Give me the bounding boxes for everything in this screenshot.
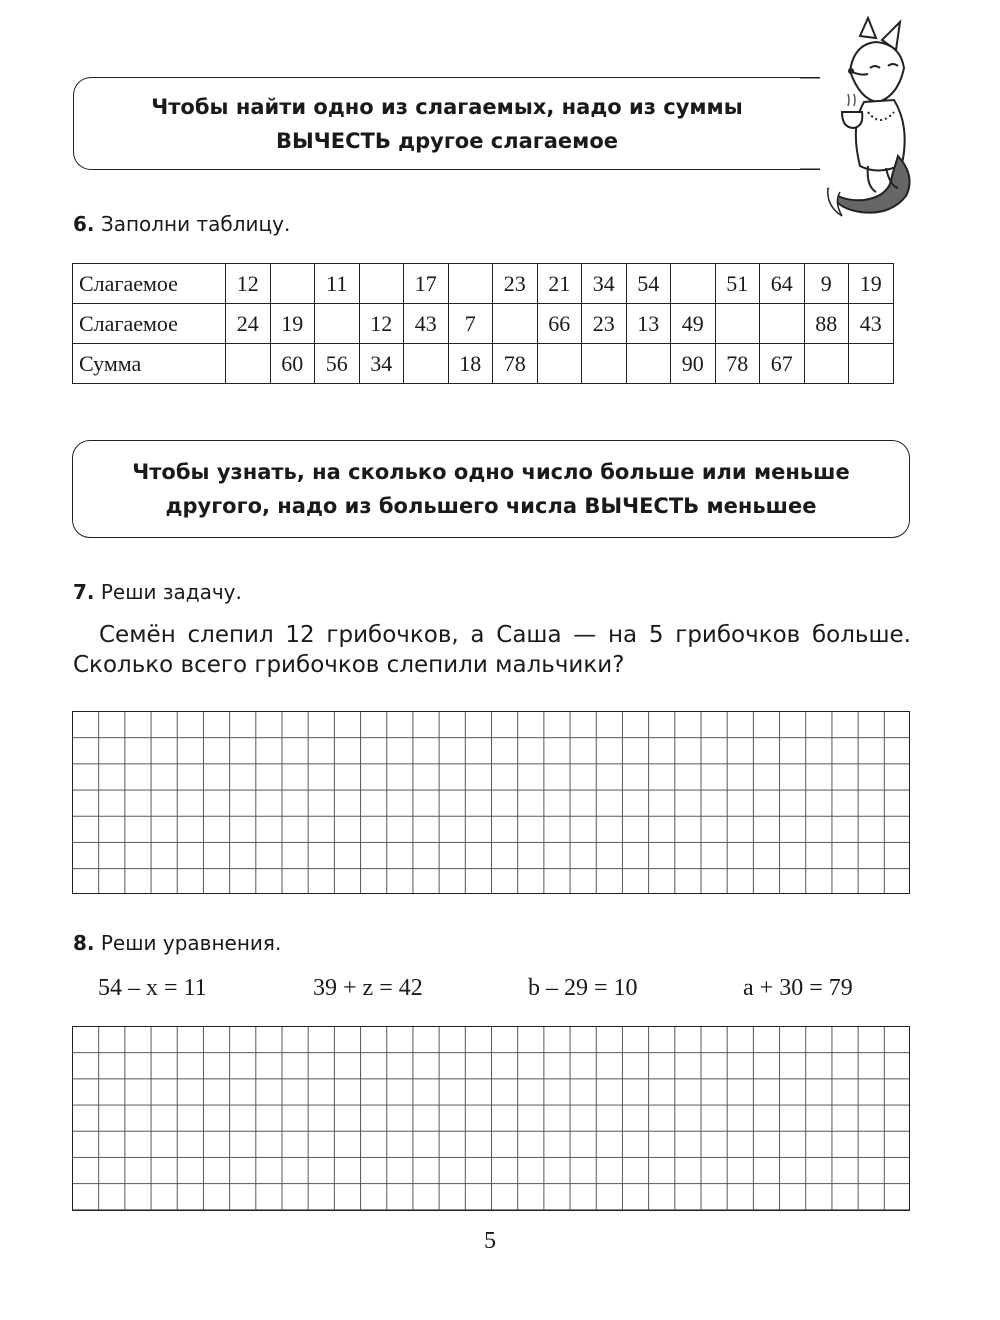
task-8-text: Реши уравнения. <box>94 931 282 955</box>
row-label: Слагаемое <box>73 264 226 304</box>
equation-4: a + 30 = 79 <box>743 975 853 1001</box>
table-cell: 67 <box>760 344 805 384</box>
table-cell: 23 <box>493 264 538 304</box>
task-8-number: 8. <box>73 931 95 955</box>
table-cell: 21 <box>537 264 582 304</box>
task-7-number: 7. <box>73 580 95 604</box>
table-cell: 23 <box>582 304 627 344</box>
table-cell-blank[interactable] <box>270 264 315 304</box>
row-label: Сумма <box>73 344 226 384</box>
task-8-heading <box>73 931 281 955</box>
task-6-heading <box>73 212 290 236</box>
rule-box-addend <box>73 77 820 170</box>
table-cell: 56 <box>315 344 360 384</box>
task-7-text: Реши задачу. <box>94 580 242 604</box>
rule-box-edge <box>800 77 830 172</box>
table-row <box>73 344 894 384</box>
table-cell-blank[interactable] <box>226 344 271 384</box>
table-cell: 60 <box>270 344 315 384</box>
table-cell-blank[interactable] <box>849 344 894 384</box>
equation-3: b – 29 = 10 <box>528 975 638 1001</box>
table-cell-blank[interactable] <box>404 344 449 384</box>
table-cell: 24 <box>226 304 271 344</box>
equation-2: 39 + z = 42 <box>313 975 423 1001</box>
table-cell: 34 <box>582 264 627 304</box>
task-6-text: Заполни таблицу. <box>94 212 291 236</box>
rule-line-1: Чтобы узнать, на сколько одно число больше или меньше <box>132 460 850 484</box>
table-cell: 66 <box>537 304 582 344</box>
task-7-heading <box>73 580 242 604</box>
table-cell: 49 <box>671 304 716 344</box>
table-row <box>73 304 894 344</box>
rule-line-1: Чтобы найти одно из слагаемых, надо из суммы <box>151 94 743 119</box>
table-cell: 78 <box>493 344 538 384</box>
table-row <box>73 264 894 304</box>
table-cell: 19 <box>270 304 315 344</box>
rule-box-difference <box>72 440 910 538</box>
page-number: 5 <box>484 1228 496 1254</box>
table-cell: 34 <box>359 344 404 384</box>
table-cell: 19 <box>849 264 894 304</box>
table-cell-blank[interactable] <box>448 264 493 304</box>
table-cell-blank[interactable] <box>715 304 760 344</box>
table-cell: 11 <box>315 264 360 304</box>
table-cell-blank[interactable] <box>493 304 538 344</box>
equation-1: 54 – x = 11 <box>98 975 207 1001</box>
word-problem-text: Семён слепил 12 грибочков, а Саша — на 5 грибочков больше. Сколько всего грибочков слепили мальчики? <box>73 622 911 678</box>
rule-line-2: ВЫЧЕСТЬ другое слагаемое <box>276 128 618 153</box>
table-cell: 43 <box>849 304 894 344</box>
table-cell: 12 <box>226 264 271 304</box>
table-cell: 51 <box>715 264 760 304</box>
table-cell-blank[interactable] <box>537 344 582 384</box>
table-cell-blank[interactable] <box>671 264 716 304</box>
table-cell-blank[interactable] <box>582 344 627 384</box>
table-cell: 78 <box>715 344 760 384</box>
table-cell-blank[interactable] <box>626 344 671 384</box>
table-cell: 7 <box>448 304 493 344</box>
table-cell: 18 <box>448 344 493 384</box>
table-cell: 13 <box>626 304 671 344</box>
fox-illustration <box>820 16 920 221</box>
task-6-number: 6. <box>73 212 95 236</box>
table-cell-blank[interactable] <box>804 344 849 384</box>
table-cell: 64 <box>760 264 805 304</box>
table-cell: 12 <box>359 304 404 344</box>
rule-line-2: другого, надо из большего числа ВЫЧЕСТЬ меньшее <box>165 494 817 518</box>
word-problem <box>73 620 911 680</box>
table-cell: 9 <box>804 264 849 304</box>
table-cell: 43 <box>404 304 449 344</box>
row-label: Слагаемое <box>73 304 226 344</box>
table-cell-blank[interactable] <box>359 264 404 304</box>
table-cell: 54 <box>626 264 671 304</box>
addition-table <box>72 263 894 384</box>
answer-grid-task-8[interactable] <box>72 1026 910 1211</box>
answer-grid-task-7[interactable] <box>72 711 910 894</box>
table-cell-blank[interactable] <box>315 304 360 344</box>
table-cell: 17 <box>404 264 449 304</box>
table-cell: 88 <box>804 304 849 344</box>
table-cell-blank[interactable] <box>760 304 805 344</box>
table-cell: 90 <box>671 344 716 384</box>
